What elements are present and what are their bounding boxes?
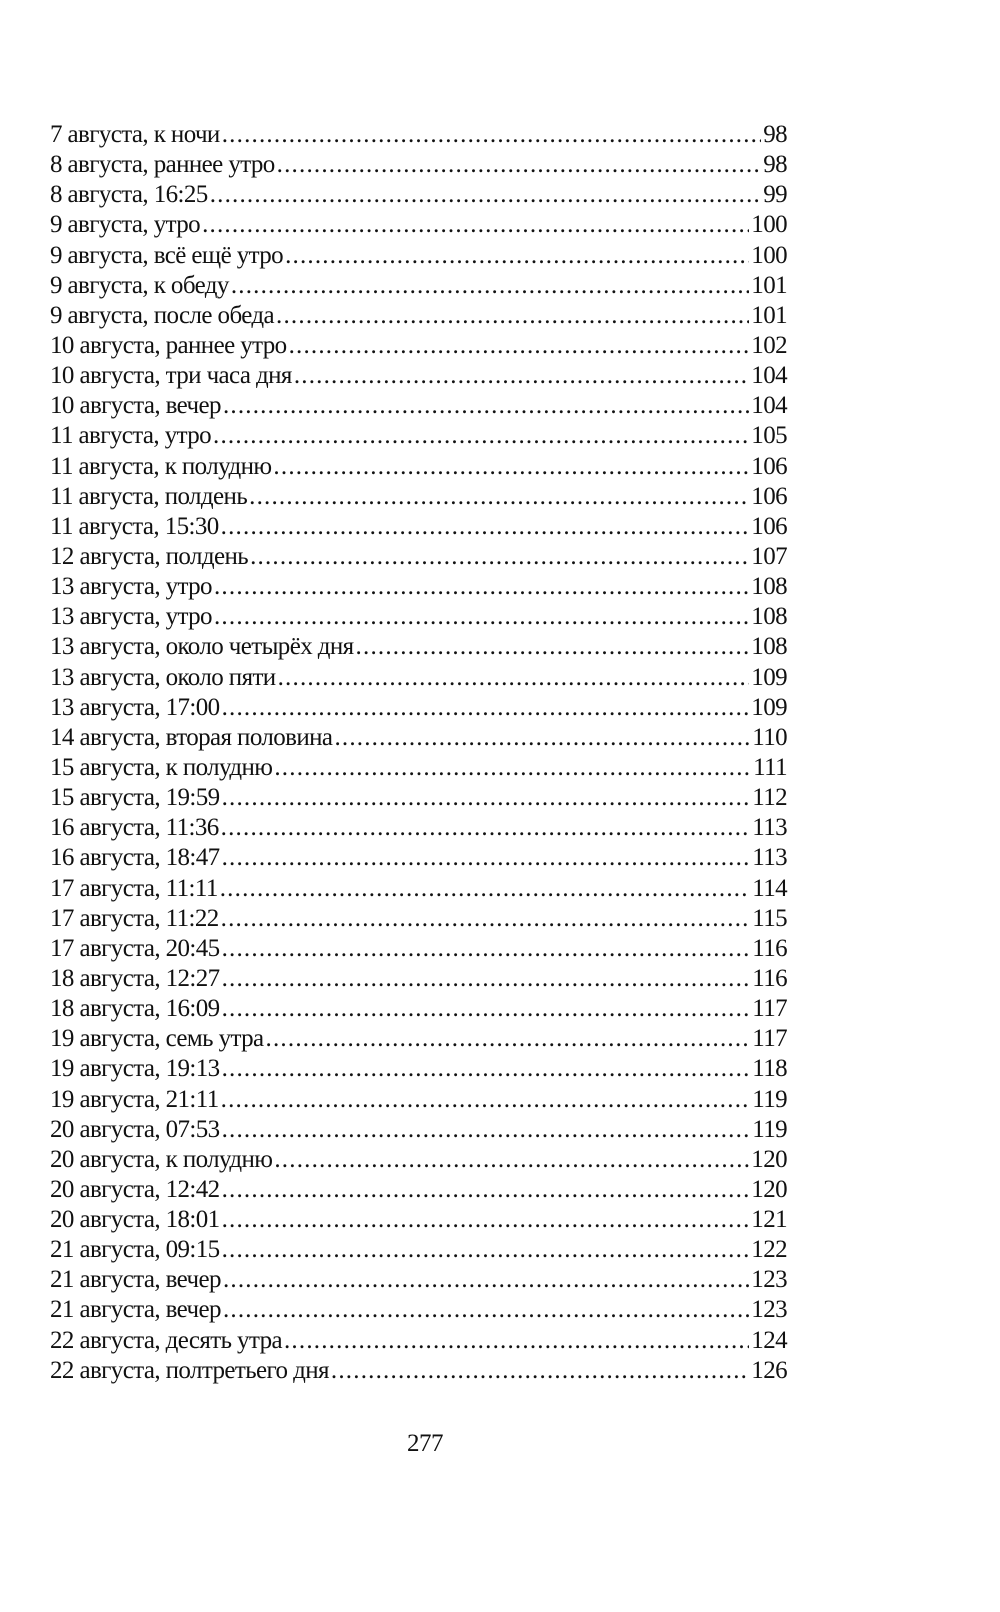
toc-entry [50,844,787,874]
toc-entry [50,603,787,633]
dot-leader [221,905,751,933]
toc-entry-page: 102 [751,331,787,359]
toc-entry-page: 105 [751,422,787,450]
toc-entry-page: 115 [752,904,787,932]
toc-entry-page: 112 [752,784,787,812]
toc-entry [50,422,787,452]
toc-entry-title: 13 августа, около четырёх дня [50,633,354,661]
toc-entry-page: 99 [763,181,787,209]
toc-entry [50,1266,787,1296]
toc-entry [50,724,787,754]
toc-entry-title: 13 августа, 17:00 [50,693,220,721]
toc-entry-page: 116 [752,934,787,962]
dot-leader [221,1086,751,1114]
dot-leader [214,573,749,601]
toc-entry-page: 121 [751,1206,787,1234]
toc-entry-title: 7 августа, к ночи [50,121,220,148]
toc-entry-title: 13 августа, около пяти [50,663,276,691]
toc-entry [50,1357,787,1387]
toc-entry-page: 118 [752,1055,787,1083]
toc-entry [50,633,787,663]
toc-entry-page: 123 [751,1296,787,1324]
dot-leader [222,121,761,149]
page-number: 277 [407,1430,443,1457]
toc-entry-page: 124 [751,1326,787,1354]
toc-entry-title: 11 августа, к полудню [50,452,272,480]
toc-entry-page: 108 [751,573,787,601]
toc-entry-title: 13 августа, утро [50,573,212,601]
toc-entry-page: 106 [751,452,787,480]
dot-leader [285,242,749,270]
dot-leader [213,422,749,450]
dot-leader [221,513,750,541]
toc-entry [50,1025,787,1055]
dot-leader [334,724,750,752]
toc-entry [50,513,787,543]
toc-entry-title: 14 августа, вторая половина [50,723,333,751]
dot-leader [266,1025,751,1053]
toc-entry-page: 119 [752,1085,787,1113]
toc-entry [50,211,787,241]
toc-entry [50,1086,787,1116]
dot-leader [356,633,750,661]
toc-entry-title: 9 августа, всё ещё утро [50,241,284,269]
dot-leader [274,1146,749,1174]
toc-entry [50,1055,787,1085]
toc-entry [50,181,787,211]
toc-entry-page: 120 [751,1175,787,1203]
toc-entry [50,302,787,332]
toc-entry-title: 9 августа, к обеду [50,271,229,299]
dot-leader [223,1266,749,1294]
toc-entry [50,965,787,995]
toc-entry-page: 100 [751,211,787,239]
toc-entry-title: 21 августа, вечер [50,1266,221,1294]
toc-entry-title: 15 августа, 19:59 [50,784,220,812]
dot-leader [274,754,751,782]
toc-entry [50,453,787,483]
toc-entry-title: 18 августа, 12:27 [50,964,220,992]
toc-entry [50,121,787,151]
toc-entry-page: 111 [753,753,787,781]
toc-entry [50,1146,787,1176]
dot-leader [289,332,750,360]
dot-leader [222,935,751,963]
dot-leader [222,1206,750,1234]
toc-entry-title: 16 августа, 18:47 [50,844,220,872]
toc-entry-page: 98 [763,121,787,148]
dot-leader [222,995,751,1023]
toc-entry-page: 110 [752,723,787,751]
toc-entry-page: 108 [751,633,787,661]
dot-leader [222,1116,751,1144]
toc-entry [50,664,787,694]
toc-entry-page: 100 [751,241,787,269]
toc-entry [50,272,787,302]
dot-leader [222,784,751,812]
toc-entry-title: 10 августа, три часа дня [50,362,292,390]
toc-entry-title: 20 августа, 12:42 [50,1175,220,1203]
table-of-contents [50,121,787,1387]
toc-entry-page: 104 [751,362,787,390]
dot-leader [222,844,751,872]
dot-leader [220,875,751,903]
dot-leader [202,211,749,239]
toc-entry-title: 22 августа, полтретьего дня [50,1356,329,1384]
toc-entry [50,1327,787,1357]
toc-entry-title: 17 августа, 11:22 [50,904,219,932]
toc-entry-page: 126 [751,1356,787,1384]
toc-entry [50,784,787,814]
toc-entry-title: 8 августа, раннее утро [50,151,275,179]
toc-entry-page: 106 [751,482,787,510]
toc-entry-page: 109 [751,663,787,691]
dot-leader [222,1055,751,1083]
toc-entry-title: 12 августа, полдень [50,542,249,570]
dot-leader [222,965,751,993]
toc-entry [50,151,787,181]
toc-entry-page: 101 [751,301,787,329]
dot-leader [273,453,749,481]
toc-entry-title: 19 августа, 21:11 [50,1085,219,1113]
toc-entry-page: 109 [751,693,787,721]
toc-entry [50,935,787,965]
dot-leader [294,362,749,390]
toc-entry-title: 20 августа, 07:53 [50,1115,220,1143]
dot-leader [222,1176,750,1204]
toc-entry-title: 11 августа, утро [50,422,212,450]
dot-leader [210,181,762,209]
toc-entry-page: 108 [751,603,787,631]
toc-entry-page: 113 [752,844,787,872]
dot-leader [214,603,749,631]
dot-leader [223,1296,749,1324]
toc-entry-page: 114 [752,874,787,902]
dot-leader [222,1236,750,1264]
toc-entry [50,332,787,362]
toc-entry-page: 116 [752,964,787,992]
toc-entry [50,573,787,603]
toc-entry-title: 22 августа, десять утра [50,1326,282,1354]
toc-entry [50,814,787,844]
dot-leader [231,272,749,300]
toc-entry-page: 98 [763,151,787,179]
toc-entry-title: 11 августа, 15:30 [50,512,219,540]
dot-leader [250,543,749,571]
dot-leader [277,151,762,179]
toc-entry-page: 119 [752,1115,787,1143]
dot-leader [276,302,749,330]
toc-entry-title: 15 августа, к полудню [50,753,273,781]
dot-leader [222,694,750,722]
toc-entry [50,995,787,1025]
toc-entry-title: 17 августа, 11:11 [50,874,218,902]
dot-leader [223,392,749,420]
toc-entry [50,1116,787,1146]
toc-entry-title: 21 августа, 09:15 [50,1236,220,1264]
toc-entry [50,242,787,272]
toc-entry-page: 123 [751,1266,787,1294]
toc-entry-page: 107 [751,542,787,570]
toc-entry-title: 16 августа, 11:36 [50,814,219,842]
toc-entry-page: 117 [752,1025,787,1053]
toc-entry [50,1176,787,1206]
toc-entry [50,483,787,513]
toc-entry-title: 9 августа, утро [50,211,201,239]
toc-entry-title: 13 августа, утро [50,603,212,631]
toc-entry-page: 104 [751,392,787,420]
toc-entry [50,1296,787,1326]
toc-entry-title: 9 августа, после обеда [50,301,275,329]
toc-entry-title: 20 августа, 18:01 [50,1206,220,1234]
dot-leader [284,1327,749,1355]
toc-entry-title: 11 августа, полдень [50,482,248,510]
toc-entry [50,543,787,573]
toc-entry [50,1206,787,1236]
toc-entry [50,905,787,935]
toc-entry-title: 20 августа, к полудню [50,1145,273,1173]
toc-entry [50,392,787,422]
toc-entry-title: 18 августа, 16:09 [50,995,220,1023]
toc-entry-page: 101 [751,271,787,299]
toc-entry-page: 117 [752,995,787,1023]
toc-entry-page: 106 [751,512,787,540]
toc-entry [50,1236,787,1266]
toc-entry-page: 122 [751,1236,787,1264]
dot-leader [278,664,750,692]
toc-entry [50,754,787,784]
toc-entry-title: 17 августа, 20:45 [50,934,220,962]
toc-entry-title: 21 августа, вечер [50,1296,221,1324]
toc-entry [50,875,787,905]
toc-entry [50,694,787,724]
dot-leader [221,814,751,842]
toc-entry-title: 10 августа, вечер [50,392,221,420]
dot-leader [331,1357,749,1385]
toc-entry [50,362,787,392]
dot-leader [249,483,749,511]
toc-entry-title: 10 августа, раннее утро [50,331,287,359]
toc-entry-title: 19 августа, семь утра [50,1025,264,1053]
toc-entry-page: 120 [751,1145,787,1173]
toc-entry-page: 113 [752,814,787,842]
toc-entry-title: 19 августа, 19:13 [50,1055,220,1083]
toc-entry-title: 8 августа, 16:25 [50,181,208,209]
